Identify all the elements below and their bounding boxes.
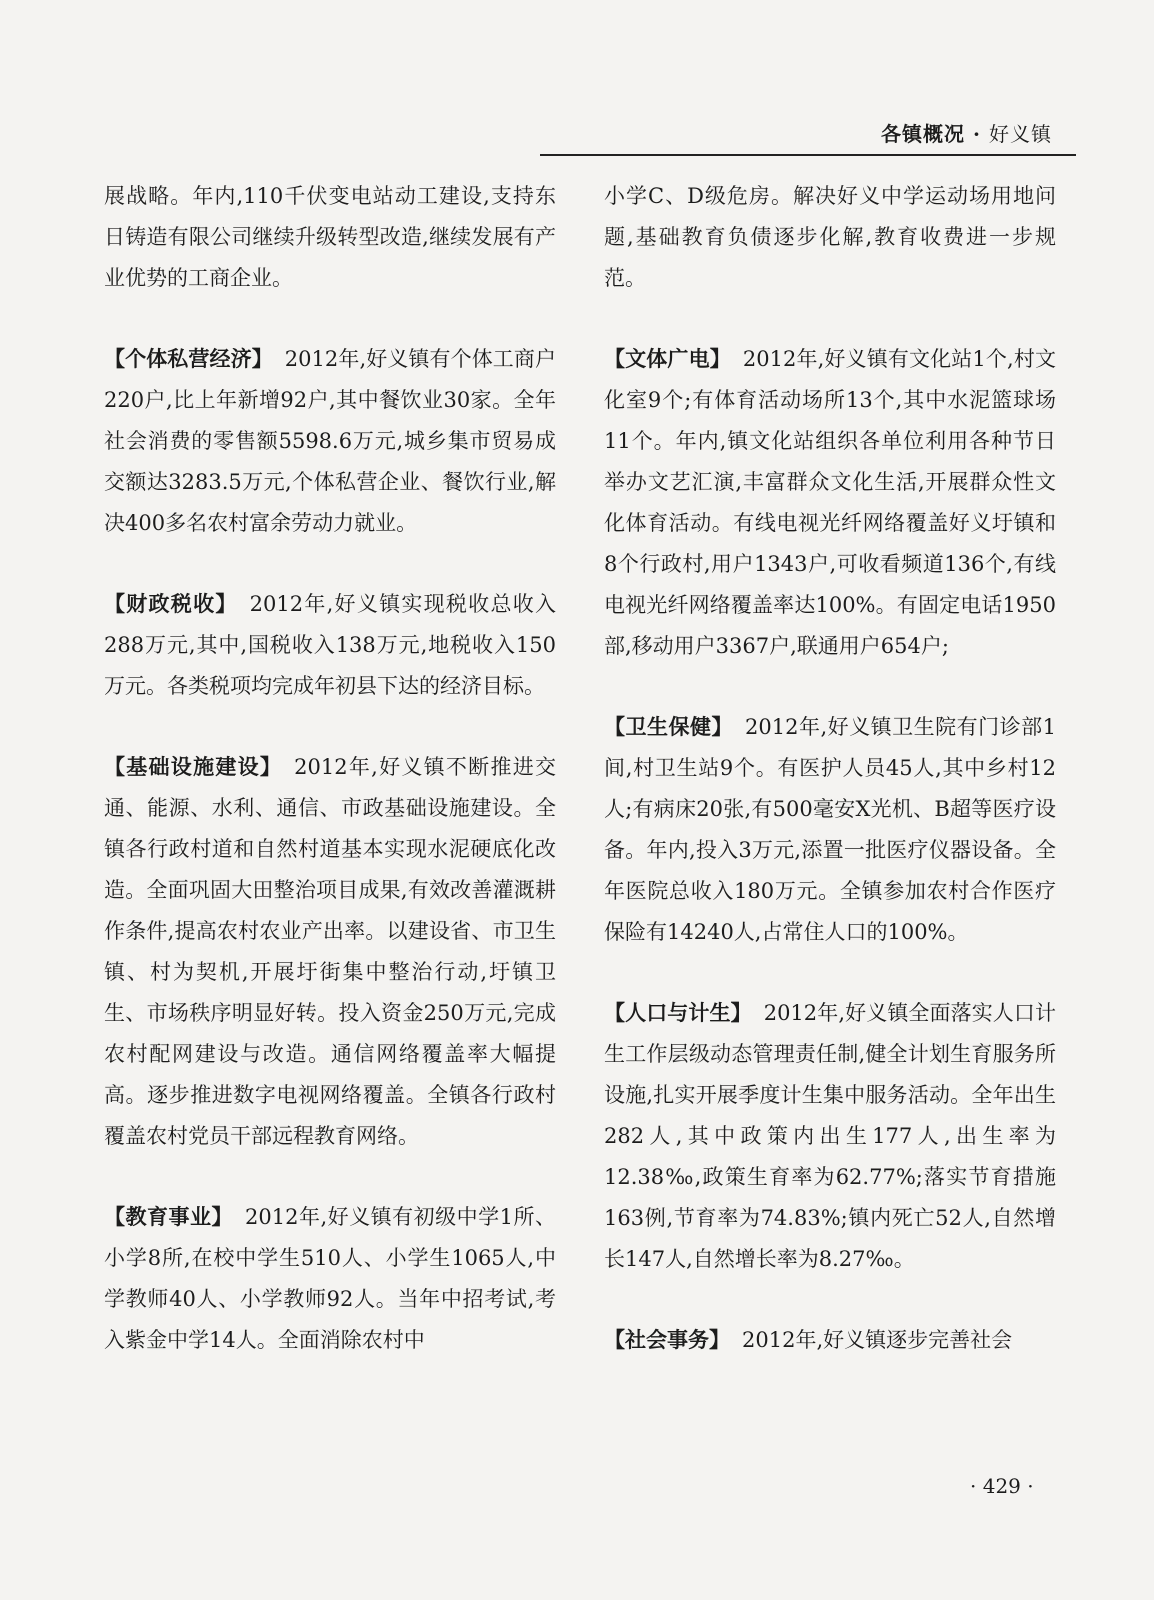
right-column (604, 176, 1056, 1361)
paragraph-continuation (104, 176, 556, 299)
section-heading: 【教育事业】 (104, 1205, 234, 1229)
section-heading: 【文体广电】 (604, 347, 731, 371)
page-number: · 429 · (970, 1474, 1034, 1498)
section-heading: 【卫生保健】 (604, 715, 734, 739)
paragraph-continuation (604, 176, 1056, 299)
paragraph-text: 2012年,好义镇实现税收总收入288万元,其中,国税收入138万元,地税收入150万元。各类税项均完成年初县下达的经济目标。 (104, 592, 556, 698)
paragraph-fiscal-tax (104, 584, 556, 707)
paragraph-text: 2012年,好义镇逐步完善社会 (742, 1328, 1013, 1352)
section-heading: 【人口与计生】 (604, 1001, 752, 1025)
paragraph-text: 2012年,好义镇卫生院有门诊部1间,村卫生站9个。有医护人员45人,其中乡村12人;有病床20张,有500毫安X光机、B超等医疗设备。年内,投入3万元,添置一批医疗仪器设备。全年医院总收入180万元。全镇参加农村合作医疗保险有14240人,占常住人口的100%。 (604, 715, 1057, 944)
paragraph-social-affairs (604, 1320, 1056, 1361)
paragraph-private-economy (104, 339, 556, 544)
paragraph-culture-sports (604, 339, 1056, 667)
header-town: 好义镇 (989, 122, 1052, 146)
paragraph-text: 2012年,好义镇有初级中学1所、小学8所,在校中学生510人、小学生1065人,中学教师40人、小学教师92人。当年中招考试,考入紫金中学14人。全面消除农村中 (104, 1205, 557, 1352)
paragraph-population (604, 993, 1056, 1280)
running-header (540, 112, 1076, 156)
paragraph-health (604, 707, 1056, 953)
header-section: 各镇概况 (881, 122, 966, 146)
paragraph-text: 2012年,好义镇有个体工商户220户,比上年新增92户,其中餐饮业30家。全年社会消费的零售额5598.6万元,城乡集市贸易成交额达3283.5万元,个体私营企业、餐饮行业,解决400多名农村富余劳动力就业。 (104, 347, 557, 535)
header-title (881, 118, 1052, 147)
header-separator: · (973, 122, 981, 146)
paragraph-text: 2012年,好义镇全面落实人口计生工作层级动态管理责任制,健全计划生育服务所设施,扎实开展季度计生集中服务活动。全年出生282人,其中政策内出生177人,出生率为12.38‰,政策生育率为62.77%;落实节育措施163例,节育率为74.83%;镇内死亡52人,自然增长147人,自然增长率为8.27‰。 (604, 1001, 1057, 1271)
section-heading: 【财政税收】 (104, 592, 238, 616)
paragraph-text: 展战略。年内,110千伏变电站动工建设,支持东日铸造有限公司继续升级转型改造,继续发展有产业优势的工商企业。 (104, 184, 556, 290)
paragraph-text: 2012年,好义镇有文化站1个,村文化室9个;有体育活动场所13个,其中水泥篮球场11个。年内,镇文化站组织各单位利用各种节日举办文艺汇演,丰富群众文化生活,开展群众性文化体育活动。有线电视光纤网络覆盖好义圩镇和8个行政村,用户1343户,可收看频道136个,有线电视光纤网络覆盖率达100%。有固定电话1950部,移动用户3367户,联通用户654户; (604, 347, 1057, 658)
paragraph-education (104, 1197, 556, 1361)
paragraph-infrastructure (104, 747, 556, 1157)
paragraph-text: 小学C、D级危房。解决好义中学运动场用地问题,基础教育负债逐步化解,教育收费进一步规范。 (604, 184, 1056, 290)
section-heading: 【基础设施建设】 (104, 755, 283, 779)
section-heading: 【社会事务】 (604, 1328, 730, 1352)
left-column (104, 176, 556, 1361)
paragraph-text: 2012年,好义镇不断推进交通、能源、水利、通信、市政基础设施建设。全镇各行政村道和自然村道基本实现水泥硬底化改造。全面巩固大田整治项目成果,有效改善灌溉耕作条件,提高农村农业产出率。以建设省、市卫生镇、村为契机,开展圩街集中整治行动,圩镇卫生、市场秩序明显好转。投入资金250万元,完成农村配网建设与改造。通信网络覆盖率大幅提高。逐步推进数字电视网络覆盖。全镇各行政村覆盖农村党员干部远程教育网络。 (104, 755, 556, 1148)
section-heading: 【个体私营经济】 (104, 347, 273, 371)
